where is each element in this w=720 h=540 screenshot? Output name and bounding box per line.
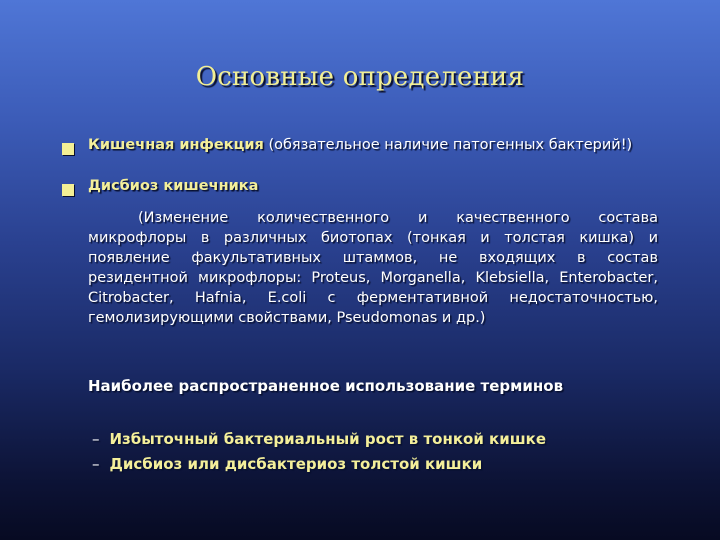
usage-item xyxy=(92,455,482,473)
dash-marker: – xyxy=(92,455,100,473)
usage-subheading: Наиболее распространенное использование терминов xyxy=(88,377,564,395)
usage-item-text: Избыточный бактериальный рост в тонкой кишке xyxy=(109,430,547,448)
dysbiosis-description xyxy=(88,208,658,328)
term-intestinal-infection: Кишечная инфекция xyxy=(88,137,264,153)
dysbiosis-description-text: (Изменение количественного и качественного состава микрофлоры в различных биотопах (тонкая и толстая кишка) и появление факультативных штаммов, не входящих в состав резидентной микрофлоры: Proteus, Morganella, Klebsiella, Enterobacter, Citrobacter, Hafnia, E.coli с ферментативной недостаточностью, гемолизирующими свойствами, Pseudomonas и др.) xyxy=(88,210,658,326)
bullet-item-dysbiosis xyxy=(88,177,658,196)
bullet-item-intestinal-infection xyxy=(88,136,658,155)
square-bullet-icon xyxy=(62,184,74,196)
term-note: (обязательное наличие патогенных бактерий!) xyxy=(268,137,633,153)
slide-title: Основные определения xyxy=(195,62,525,92)
term-dysbiosis: Дисбиоз кишечника xyxy=(88,178,259,194)
dash-marker: – xyxy=(92,430,100,448)
usage-item xyxy=(92,430,546,448)
usage-item-text: Дисбиоз или дисбактериоз толстой кишки xyxy=(109,455,483,473)
square-bullet-icon xyxy=(62,143,74,155)
